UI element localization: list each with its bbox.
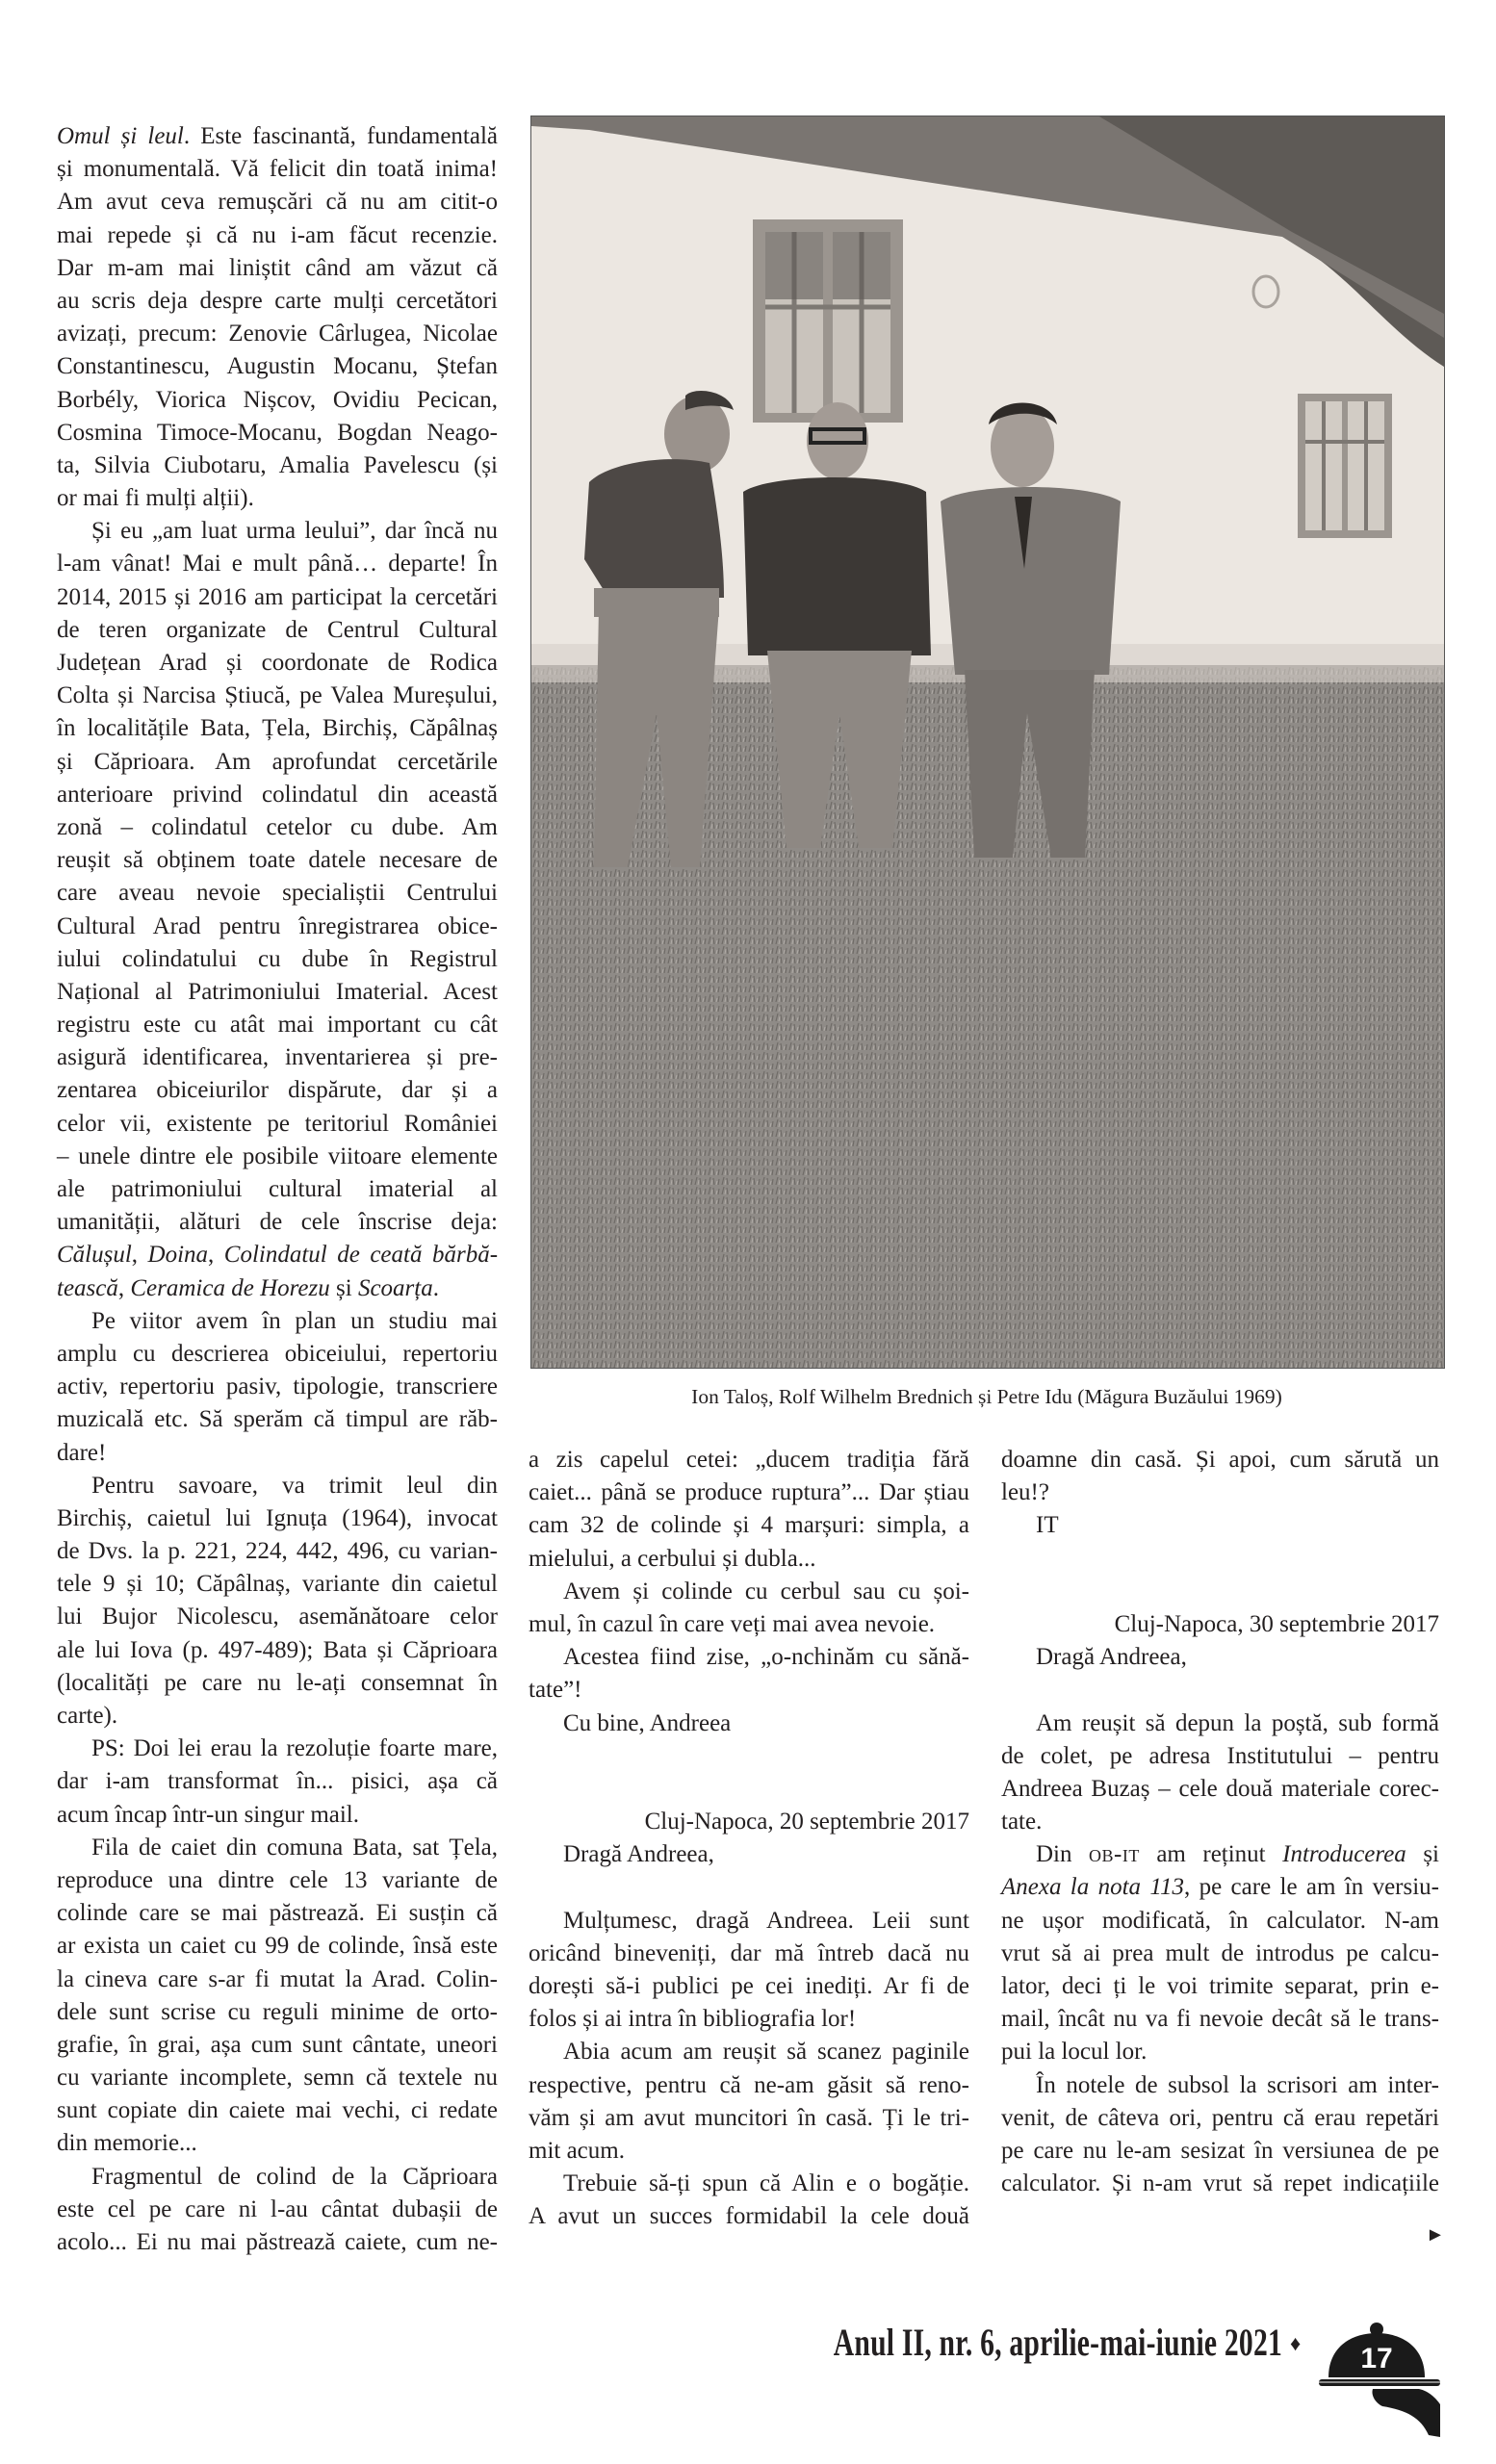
text-line: tate”! [529, 1677, 582, 1704]
window-left [753, 219, 903, 423]
italic-title: tească [57, 1274, 118, 1301]
italic-title: Colindatul de ceată bărbă- [223, 1242, 499, 1269]
text-line: calculator. Și n-am vrut să repet indicațiile [1001, 2170, 1439, 2197]
paragraph [57, 1732, 498, 1832]
text-column-right [1001, 1444, 1439, 2200]
text-line: lator, deci ți le voi trimite separat, prin e- [1001, 1973, 1439, 2000]
italic-title: Omul și leul [57, 123, 184, 149]
text-line: Dragă Andreea, [1036, 1644, 1187, 1671]
text-line: muzicală etc. Să sperăm că timpul are răb- [57, 1406, 498, 1433]
paragraph [57, 1832, 498, 2161]
text-line: reproduce una dintre cele 13 variante de [57, 1866, 498, 1893]
text-line: iului colindatului cu dube în Registrul [57, 945, 498, 972]
text-line: de teren organizate de Centrul Cultural [57, 616, 498, 643]
text-line: Cu bine, Andreea [563, 1709, 732, 1736]
paragraph [1001, 1838, 1439, 2068]
text-line: Dar m-am mai liniștit când am văzut că [57, 254, 498, 281]
text-line: Fila de caiet din comuna Bata, sat Țela, [91, 1834, 498, 1861]
text-line: dar i-am transformat în... pisici, așa că [57, 1768, 498, 1795]
text-line: acum încap într-un singur mail. [57, 1801, 360, 1828]
text-run: Din [1036, 1841, 1089, 1868]
text-line: Acestea fiind zise, „o-nchinăm cu sănă- [563, 1644, 969, 1671]
text-line [1001, 1871, 1439, 1904]
text-line [57, 120, 498, 153]
text-line: Abia acum am reușit să scanez paginile [563, 2039, 969, 2066]
text-line: Fragmentul de colind de la Căprioara [91, 2163, 498, 2190]
text-line: Trebuie să-ți spun că Alin e o bogăție. [563, 2170, 969, 2197]
text-line: registru este cu atât mai important cu cât [57, 1012, 498, 1039]
text-line: lui Bujor Nicolescu, asemănătoare celor [57, 1604, 498, 1630]
serving-cloche-icon [1315, 2322, 1444, 2445]
paragraph [529, 2168, 969, 2233]
letter-salutation [1001, 1641, 1439, 1674]
page-number: 17 [1360, 2343, 1393, 2374]
text-line: oricând bineveniți, dar mă întreb dacă nu [529, 1939, 969, 1966]
text-run: . Este fascinantă, fundamentală [183, 123, 499, 149]
text-line: Birchiș, caietul lui Ignuța (1964), invocat [57, 1504, 498, 1531]
text-line: umanității, alături de cele înscrise deja: [57, 1209, 498, 1236]
text-line: Andreea Buzaș – cele două materiale corec- [1001, 1775, 1439, 1802]
text-line: carte). [57, 1703, 118, 1729]
text-line: Pe viitor avem în plan un studiu mai [91, 1307, 498, 1334]
text-line: Borbély, Viorica Nișcov, Ovidiu Pecican, [57, 386, 498, 413]
text-column-middle [529, 1444, 969, 2234]
text-line: ne ușor modificată, în calculator. N-am [1001, 1907, 1439, 1934]
text-line: din memorie... [57, 2130, 197, 2157]
text-line: pui la locul lor. [1001, 2039, 1148, 2066]
paragraph [529, 1444, 969, 1576]
text-line: – unele dintre ele posibile viitoare elemente [57, 1142, 498, 1169]
text-line: caiet... până se produce ruptura”... Dar știau [529, 1479, 969, 1506]
text-line: mai repede și că nu i-am făcut recenzie. [57, 221, 498, 248]
text-line: Național al Patrimoniului Imaterial. Acest [57, 978, 498, 1005]
letter-signature [1001, 1509, 1439, 1542]
text-line: PS: Doi lei erau la rezoluție foarte mare, [91, 1735, 498, 1762]
text-line: A avut un succes formidabil la cele două [529, 2203, 969, 2230]
text-line: zentarea obiceiurilor dispărute, dar și a [57, 1077, 498, 1104]
text-line: mail, încât nu va fi nevoie decât să le trans- [1001, 2006, 1439, 2033]
text-line: Cluj-Napoca, 30 septembrie 2017 [1114, 1610, 1439, 1637]
text-line: vrut să ai prea mult de introdus pe calcu- [1001, 1939, 1439, 1966]
italic-title: Doina [147, 1242, 209, 1269]
text-run: , [131, 1242, 148, 1269]
text-line: 2014, 2015 și 2016 am participat la cercetări [57, 583, 498, 610]
text-line: grafie, în grai, așa cum sunt cântate, uneori [57, 2031, 498, 2058]
text-line: tele 9 și 10; Căpâlnaș, variante din caietul [57, 1571, 498, 1598]
italic-title: Introducerea [1282, 1841, 1406, 1868]
text-line: Cluj-Napoca, 20 septembrie 2017 [644, 1809, 969, 1835]
paragraph [529, 1905, 969, 2037]
text-line: mit acum. [529, 2137, 625, 2164]
text-run: și [1406, 1841, 1439, 1868]
italic-title: Ceramica de Horezu [130, 1274, 330, 1301]
paragraph [529, 1576, 969, 1641]
text-line: ar exista un caiet cu 99 de colinde, însă este [57, 1933, 498, 1960]
text-line: și Căprioara. Am aprofundat cercetările [57, 748, 498, 775]
text-run: , [117, 1274, 131, 1301]
paragraph [57, 1305, 498, 1470]
text-line: Mulțumesc, dragă Andreea. Leii sunt [563, 1907, 969, 1934]
continue-arrow-icon: ► [1426, 2224, 1445, 2246]
diamond-separator-icon: ♦ [1290, 2331, 1302, 2355]
text-line: Județean Arad și coordonate de Rodica [57, 650, 498, 676]
text-line [1001, 1838, 1439, 1871]
text-line [57, 1272, 498, 1305]
text-line: cu variante incomplete, semn că textele nu [57, 2065, 498, 2092]
text-line: acolo... Ei nu mai păstrează caiete, cum ne- [57, 2229, 498, 2255]
text-line: Avem și colinde cu cerbul sau cu șoi- [563, 1578, 969, 1604]
small-caps-abbreviation: ob-it [1089, 1841, 1140, 1868]
text-run: , pe care le am în versiu- [1184, 1874, 1439, 1901]
text-line: de Dvs. la p. 221, 224, 442, 496, cu varian- [57, 1538, 498, 1565]
text-run: , [208, 1242, 224, 1269]
text-line: În notele de subsol la scrisori am inter- [1036, 2071, 1439, 2098]
text-line: celor vii, existente pe teritoriul României [57, 1110, 498, 1137]
photograph [530, 116, 1445, 1369]
italic-title: Călușul [57, 1242, 132, 1269]
text-line: Și eu „am luat urma leului”, dar încă nu [91, 518, 498, 545]
photo-caption: Ion Taloș, Rolf Wilhelm Brednich și Petre Idu (Măgura Buzăului 1969) [691, 1385, 1282, 1408]
text-line: Cosmina Timoce-Mocanu, Bogdan Neago- [57, 419, 498, 446]
paragraph [57, 1470, 498, 1733]
text-line: ta, Silvia Ciubotaru, Amalia Pavelescu (și [57, 451, 498, 478]
text-line: au scris deja despre carte mulți cercetători [57, 287, 498, 314]
text-line: amplu cu descrierea obiceiului, repertoriu [57, 1340, 498, 1367]
text-column-left [57, 120, 498, 2259]
text-line: doamne din casă. Și apoi, cum sărută un [1001, 1447, 1439, 1473]
text-line: ale patrimoniului cultural imaterial al [57, 1176, 498, 1202]
text-line: ale lui Iova (p. 497-489); Bata și Căprioara [57, 1636, 498, 1663]
window-right [1298, 394, 1392, 538]
photo-image [531, 116, 1444, 1368]
letter-date [529, 1806, 969, 1838]
text-line: Am reușit să depun la poștă, sub formă [1036, 1709, 1439, 1736]
text-run: am reținut [1139, 1841, 1283, 1868]
text-line: respective, pentru că ne-am găsit să reno- [529, 2071, 969, 2098]
text-line: Am avut ceva remușcări că nu am citit-o [57, 189, 498, 216]
text-line: activ, repertoriu pasiv, tipologie, transcriere [57, 1373, 498, 1400]
text-line [57, 1239, 498, 1271]
text-line: zonă – colindatul cetelor cu dube. Am [57, 813, 498, 840]
text-line: (localități pe care nu le-ați consemnat în [57, 1669, 498, 1696]
text-line: mielului, a cerbului și dubla... [529, 1545, 816, 1572]
text-line: Pentru savoare, va trimit leul din [91, 1472, 498, 1499]
letter-signature [529, 1707, 969, 1740]
italic-title: Scoarța [357, 1274, 433, 1301]
paragraph [529, 1641, 969, 1707]
text-run: . [432, 1274, 439, 1301]
text-line: la cineva care s-ar fi mutat la Arad. Colin- [57, 1965, 498, 1992]
text-line: colinde care se mai păstrează. Ei susțin că [57, 1900, 498, 1927]
paragraph [529, 2036, 969, 2168]
text-line: venit, de câteva ori, pentru că erau repetări [1001, 2104, 1439, 2131]
letter-date [1001, 1608, 1439, 1641]
text-line: Cultural Arad pentru înregistrarea obice- [57, 912, 498, 939]
paragraph [1001, 1707, 1439, 1839]
letter-salutation [529, 1838, 969, 1871]
text-line: cam 32 de colinde și 4 marșuri: simpla, a [529, 1512, 969, 1539]
text-line: de colet, pe adresa Institutului – pentru [1001, 1742, 1439, 1769]
text-line: asigură identificarea, inventarierea și pre- [57, 1044, 498, 1071]
text-line: pe care nu le-am sesizat în versiunea de pe [1001, 2137, 1439, 2164]
text-line: Constantinescu, Augustin Mocanu, Ștefan [57, 353, 498, 380]
text-line: anterioare privind colindatul din această [57, 781, 498, 808]
text-line: este cel pe care ni l-au cântat dubașii de [57, 2195, 498, 2222]
issue-info: Anul II, nr. 6, aprilie-mai-iunie 2021 [833, 2321, 1282, 2364]
text-line: IT [1036, 1512, 1059, 1539]
text-line: mul, în cazul în care veți mai avea nevoie. [529, 1610, 936, 1637]
text-line: a zis capelul cetei: „ducem tradiția fără [529, 1447, 969, 1473]
text-line: leu!? [1001, 1479, 1049, 1506]
text-line: l-am vânat! Mai e mult până… departe! În [57, 551, 498, 578]
text-line: or mai fi mulți alții). [57, 485, 254, 512]
text-line: reușit să obținem toate datele necesare de [57, 847, 498, 874]
text-line: Dragă Andreea, [563, 1841, 714, 1868]
text-line: dorești să-i publici pe cei inediți. Ar fi de [529, 1973, 969, 2000]
paragraph [1001, 2069, 1439, 2201]
paragraph [57, 2161, 498, 2260]
italic-title: Anexa la nota 113 [1001, 1874, 1185, 1901]
text-line: și monumentală. Vă felicit din toată inima! [57, 156, 498, 183]
text-line: în localitățile Bata, Țela, Birchiș, Căpâlnaș [57, 715, 498, 742]
text-run: și [329, 1274, 358, 1301]
text-line: Colta și Narcisa Știucă, pe Valea Mureșului, [57, 682, 498, 709]
text-line: sunt copiate din caiete mai vechi, ci redate [57, 2097, 498, 2124]
paragraph [57, 120, 498, 515]
text-line: văm și am avut muncitori în casă. Ți le tri- [529, 2104, 969, 2131]
paragraph [57, 515, 498, 1305]
paragraph [1001, 1444, 1439, 1509]
text-line: tate. [1001, 1809, 1043, 1835]
text-line: care aveau nevoie specialiștii Centrului [57, 880, 498, 907]
text-line: dele sunt scrise cu reguli minime de orto- [57, 1998, 498, 2025]
text-line: avizați, precum: Zenovie Cârlugea, Nicolae [57, 321, 498, 347]
text-line: dare! [57, 1439, 107, 1466]
text-line: folos și ai intra în bibliografia lor! [529, 2006, 857, 2033]
